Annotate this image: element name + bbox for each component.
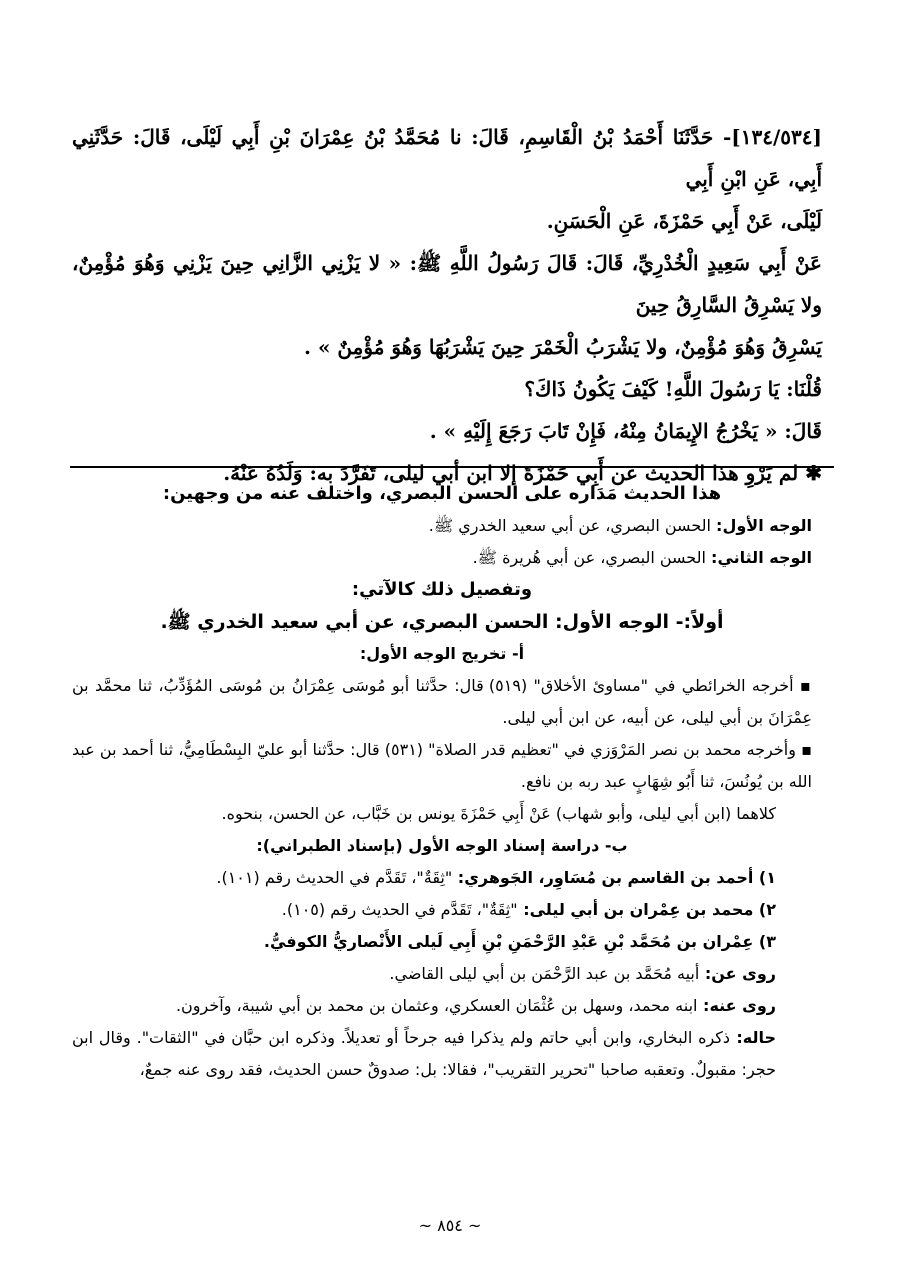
rawa-anhu-label: روى عنه: xyxy=(697,996,776,1015)
matn-line-2: يَسْرِقُ وَهُوَ مُؤْمِنٌ، ولا يَشْرَبُ الْخَمْرَ حِينَ يَشْرَبُهَا وَهُوَ مُؤْمِنٌ » . xyxy=(304,335,822,359)
study-title: هذا الحديث مَدَاره على الحسن البصري، واختلف عنه من وجهين: xyxy=(162,483,722,504)
rawi-2-name: ٢) محمد بن عِمْران بن أبي ليلى: xyxy=(517,900,776,919)
bullet-icon: ▪ xyxy=(801,740,813,759)
rawi-3 xyxy=(72,926,812,958)
bullet-icon: ▪ xyxy=(799,676,813,695)
rawa-an xyxy=(72,958,812,990)
takhrij-2-text: وأخرجه محمد بن نصر المَرْوَزي في "تعظيم قدر الصلاة" (٥٣١) قال: حدَّثنا أبو عليّ البِسْطَامِيُّ، ثنا أحمد بن عبد الله بن يُونُسَ، ثنا أَبُو شِهَابٍ عبد ربه بن نافع. xyxy=(72,740,812,791)
takhrij-heading: أ- تخريج الوجه الأول: xyxy=(359,644,525,663)
rawi-3-name: ٣) عِمْران بن مُحَمَّد بْنِ عَبْدِ الرَّحْمَنِ بْنِ أَبِي لَيلى الأَنْصاريُّ الكوفيُّ. xyxy=(263,932,776,951)
takhrij-1-text: أخرجه الخرائطي في "مساوئ الأخلاق" (٥١٩) قال: حدَّثنا أبو مُوسَى عِمْرَانُ بن مُوسَى المُؤَدِّبُ، ثنا محمَّد بن عِمْرَانَ بن أبي ليلى، عن أبيه، عن ابن أبي ليلى. xyxy=(72,676,812,727)
study-section xyxy=(72,478,812,1086)
dirasa-heading: ب- دراسة إسناد الوجه الأول (بإسناد الطبراني): xyxy=(256,836,628,855)
rawa-anhu xyxy=(72,990,812,1022)
rawa-anhu-text: ابنه محمد، وسهل بن عُثْمَان العسكري، وعثمان بن محمد بن أبي شيبة، وآخرون. xyxy=(175,996,698,1015)
question-line: قُلْنَا: يَا رَسُولَ اللَّهِ! كَيْفَ يَكُونُ ذَاكَ؟ xyxy=(524,377,822,401)
wajh-2 xyxy=(72,542,812,574)
answer-line: قَالَ: « يَخْرُجُ الإِيمَانُ مِنْهُ، فَإِنْ تَابَ رَجَعَ إِلَيْهِ » . xyxy=(429,419,822,443)
wajh-1-text: الحسن البصري، عن أبي سعيد الخدري ﷺ. xyxy=(428,516,717,535)
isnad-line-2: لَيْلَى، عَنْ أَبِي حَمْزَةَ، عَنِ الْحَسَنِ. xyxy=(546,209,822,233)
isnad-line-1: [١٣٤/٥٣٤]- حَدَّثَنَا أَحْمَدُ بْنُ الْقَاسِمِ، قَالَ: نا مُحَمَّدُ بْنُ عِمْرَانَ بْنِ أَبِي لَيْلَى، قَالَ: حَدَّثَنِي أَبِي، عَنِ ابْنِ أَبِي xyxy=(72,125,822,191)
footnote-divider xyxy=(70,466,834,468)
takhrij-item-1 xyxy=(72,670,812,734)
wajh-2-text: الحسن البصري، عن أبي هُريرة ﷺ. xyxy=(472,548,712,567)
haluhu-label: حاله: xyxy=(730,1028,777,1047)
takhrij-item-2 xyxy=(72,734,812,798)
rawa-an-label: روى عن: xyxy=(699,964,776,983)
wajh-2-label: الوجه الثاني: xyxy=(711,548,812,567)
tafsil-heading: وتفصيل ذلك كالآتي: xyxy=(351,579,533,600)
haluhu-text: ذكره البخاري، وابن أبي حاتم ولم يذكرا فيه جرحاً أو تعديلاً. وذكره ابن حبَّان في "الثقات". وقال ابن حجر: مقبولٌ. وتعقبه صاحبا "تحرير التقريب"، فقالا: بل: صدوقٌ حسن الحديث، فقد روى عنه جمعٌ، xyxy=(72,1028,776,1079)
wajh-1-label: الوجه الأول: xyxy=(716,516,812,535)
rawi-2 xyxy=(72,894,812,926)
page-number: ~ ٨٥٤ ~ xyxy=(418,1216,482,1235)
hadith-text xyxy=(72,116,822,494)
matn-line-1: عَنْ أَبِي سَعِيدٍ الْخُدْرِيِّ، قَالَ: قَالَ رَسُولُ اللَّهِ ﷺ: « لا يَزْنِي الزَّانِي حِينَ يَزْنِي وَهُوَ مُؤْمِنٌ، ولا يَسْرِقُ السَّارِقُ حِينَ xyxy=(72,251,822,317)
star-icon: ✱ xyxy=(805,461,822,485)
rawi-1-name: ١) أحمد بن القاسم بن مُسَاوِر، الجَوهري: xyxy=(452,868,776,887)
haluhu xyxy=(72,1022,812,1086)
note-text: لم يَرْوِ هذا الحديث عن أَبِي حَمْزَةَ إلا ابن أبي ليلى، تَفَرَّدَ به: وَلَدُهُ عَنْهُ. xyxy=(223,461,799,485)
rawa-an-text: أبيه مُحَمَّد بن عبد الرَّحْمَن بن أبي ليلى القاضي. xyxy=(389,964,700,983)
rawi-1 xyxy=(72,862,812,894)
awwalan-heading: أولاً:- الوجه الأول: الحسن البصري، عن أبي سعيد الخدري ﷺ. xyxy=(160,611,724,633)
kilahuma-line: كلاهما (ابن أبي ليلى، وأبو شهاب) عَنْ أَبِي حَمْزَةَ يونس بن خَبَّاب، عن الحسن، بنحوه. xyxy=(221,804,776,823)
wajh-1 xyxy=(72,510,812,542)
rawi-2-text: "ثِقَةٌ"، تَقَدَّم في الحديث رقم (١٠٥). xyxy=(281,900,518,919)
rawi-1-text: "ثِقَةٌ"، تَقَدَّم في الحديث رقم (١٠١). xyxy=(216,868,453,887)
